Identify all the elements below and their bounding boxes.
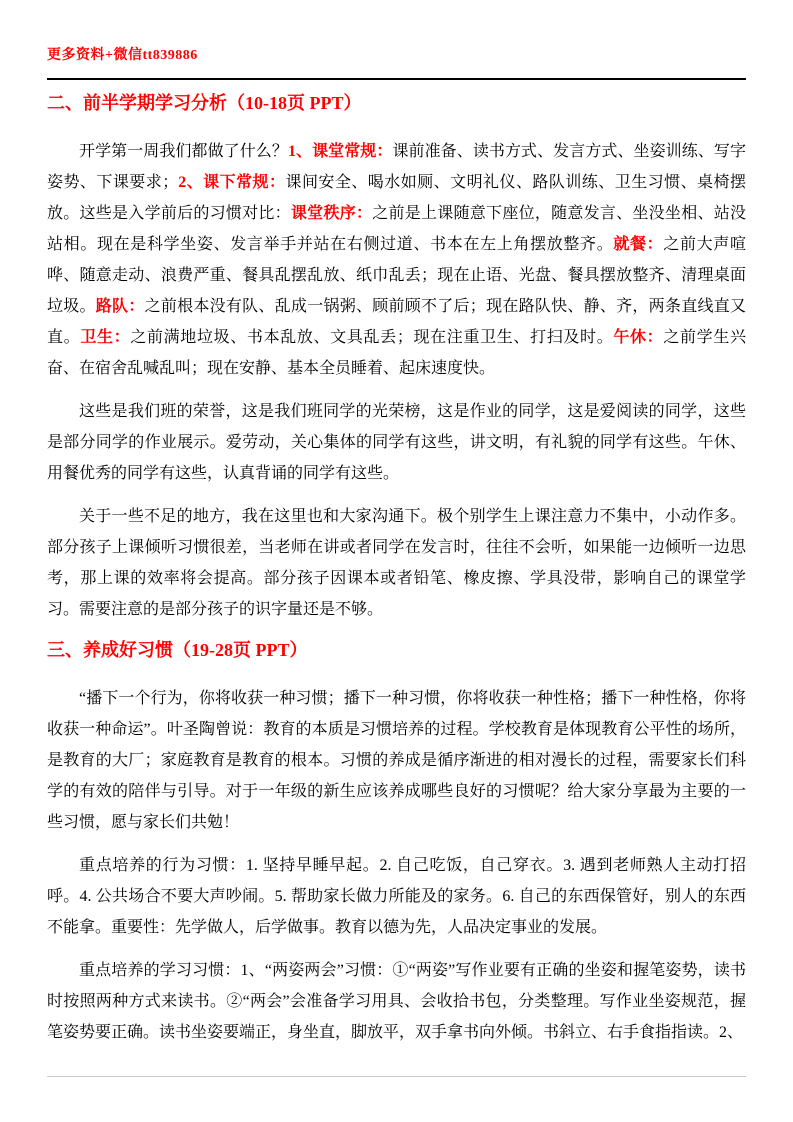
paragraph [47, 683, 746, 838]
red-emphasis-run: 2、课下常规： [178, 174, 286, 191]
red-emphasis-run: 就餐： [613, 236, 664, 253]
text-run: “播下一个行为，你将收获一种习惯；播下一种习惯，你将收获一种性格；播下一种性格，你将收获一种命运”。叶圣陶曾说：教育的本质是习惯培养的过程。学校教育是体现教育公平性的场所，是教育的大厂；家庭教育是教育的根本。习惯的养成是循序渐进的相对漫长的过程，需要家长们科学的有效的陪伴与引导。对于一年级的新生应该养成哪些良好的习惯呢？给大家分享最为主要的一些习惯，愿与家长们共勉！ [47, 690, 746, 831]
text-run: 课间安全、喝水如厕、文明礼仪、路队训练、卫生习惯、桌椅摆放。这些是入学前后的习惯对比： [47, 174, 746, 222]
text-run: 之前是上课随意下座位，随意发言、坐没坐相、站没站相。现在是科学坐姿、发言举手并站在右侧过道、书本在左上角摆放整齐。 [47, 205, 746, 253]
text-run: 关于一些不足的地方，我在这里也和大家沟通下。极个别学生上课注意力不集中，小动作多。部分孩子上课倾听习惯很差，当老师在讲或者同学在发言时，往往不会听，如果能一边倾听一边思考，那上课的效率将会提高。部分孩子因课本或者铅笔、橡皮擦、学具没带，影响自己的课堂学习。需要注意的是部分孩子的识字量还是不够。 [47, 508, 746, 618]
text-run: 之前大声喧哗、随意走动、浪费严重、餐具乱摆乱放、纸巾乱丢；现在止语、光盘、餐具摆放整齐、清理桌面垃圾。 [47, 236, 746, 315]
red-emphasis-run: 卫生： [80, 329, 131, 346]
paragraph [47, 396, 746, 489]
section-heading [47, 637, 746, 663]
red-emphasis-run: 路队： [95, 298, 145, 315]
paragraph [47, 955, 746, 1048]
red-emphasis-run: 三、养成好习惯（19-28页 PPT） [47, 640, 308, 660]
red-emphasis-run: 1、课堂常规： [287, 143, 393, 160]
text-run: 重点培养的行为习惯：1. 坚持早睡早起。2. 自己吃饭，自己穿衣。3. 遇到老师熟人主动打招呼。4. 公共场合不要大声吵闹。5. 帮助家长做力所能及的家务。6. 自己的东西保管好，别人的东西不能拿。重要性：先学做人，后学做事。教育以德为先，人品决定事业的发展。 [47, 857, 746, 936]
text-run: 开学第一周我们都做了什么？ [79, 143, 288, 160]
text-run: 之前学生兴奋、在宿舍乱喊乱叫；现在安静、基本全员睡着、起床速度快。 [47, 329, 746, 377]
watermark-text: 更多资料+微信tt839886 [47, 48, 198, 63]
text-run: 这些是我们班的荣誉，这是我们班同学的光荣榜，这是作业的同学，这是爱阅读的同学，这些是部分同学的作业展示。爱劳动，关心集体的同学有这些，讲文明，有礼貌的同学有这些。午休、用餐优秀的同学有这些，认真背诵的同学有这些。 [47, 403, 746, 482]
paragraph [47, 850, 746, 943]
header-divider [47, 78, 746, 80]
paragraph [47, 136, 746, 384]
section-heading [47, 90, 746, 116]
text-run: 之前满地垃圾、书本乱放、文具乱丢；现在注重卫生、打扫及时。 [130, 329, 614, 346]
red-emphasis-run: 二、前半学期学习分析（10-18页 PPT） [47, 93, 362, 113]
text-run: 重点培养的学习习惯：1、“两姿两会”习惯：①“两姿”写作业要有正确的坐姿和握笔姿势，读书时按照两种方式来读书。②“两会”会准备学习用具、会收拾书包，分类整理。写作业坐姿规范，握笔姿势要正确。读书坐姿要端正，身坐直，脚放平，双手拿书向外倾。书斜立、右手食指指读。2、 [47, 962, 746, 1041]
text-run: 课前准备、读书方式、发言方式、坐姿训练、写字姿势、下课要求； [47, 143, 746, 191]
footer-divider [47, 1076, 746, 1077]
document-body [47, 90, 746, 1048]
paragraph [47, 501, 746, 625]
red-emphasis-run: 午休： [613, 329, 664, 346]
red-emphasis-run: 课堂秩序： [290, 205, 373, 222]
text-run: 之前根本没有队、乱成一锅粥、顾前顾不了后；现在路队快、静、齐，两条直线直又直。 [47, 298, 746, 346]
